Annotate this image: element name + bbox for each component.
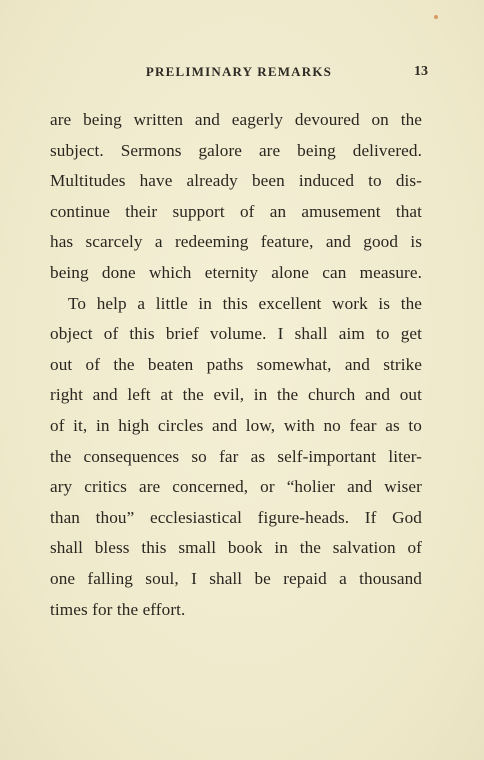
text-line: Multitudes have already been induced to dis- xyxy=(50,171,422,191)
paper-speck xyxy=(434,15,438,19)
text-line: than thou” ecclesiastical figure-heads. If God xyxy=(50,507,422,527)
text-line: right and left at the evil, in the church and out xyxy=(50,385,422,405)
text-line: are being written and eagerly devoured on the xyxy=(50,110,422,129)
text-line: continue their support of an amusement that xyxy=(50,201,422,221)
text-line: times for the effort. xyxy=(50,599,186,619)
body-text xyxy=(50,105,422,625)
text-line: ary critics are concerned, or “holier and wiser xyxy=(50,477,422,497)
text-line: being done which eternity alone can measure. xyxy=(50,262,422,282)
text-line: shall bless this small book in the salvation of xyxy=(50,538,422,558)
text-line: one falling soul, I shall be repaid a thousand xyxy=(50,568,422,588)
text-line: To help a little in this excellent work is the xyxy=(68,293,422,313)
text-line: object of this brief volume. I shall aim to get xyxy=(50,324,422,344)
text-line: out of the beaten paths somewhat, and strike xyxy=(50,354,422,374)
text-line: has scarcely a redeeming feature, and good is xyxy=(50,232,422,252)
text-line: subject. Sermons galore are being delivered. xyxy=(50,140,422,160)
text-line: of it, in high circles and low, with no fear as to xyxy=(50,415,422,435)
running-title: PRELIMINARY REMARKS xyxy=(145,64,333,79)
page-number: 13 xyxy=(414,64,428,79)
running-head xyxy=(50,64,428,84)
text-line: the consequences so far as self-important liter- xyxy=(50,446,422,466)
